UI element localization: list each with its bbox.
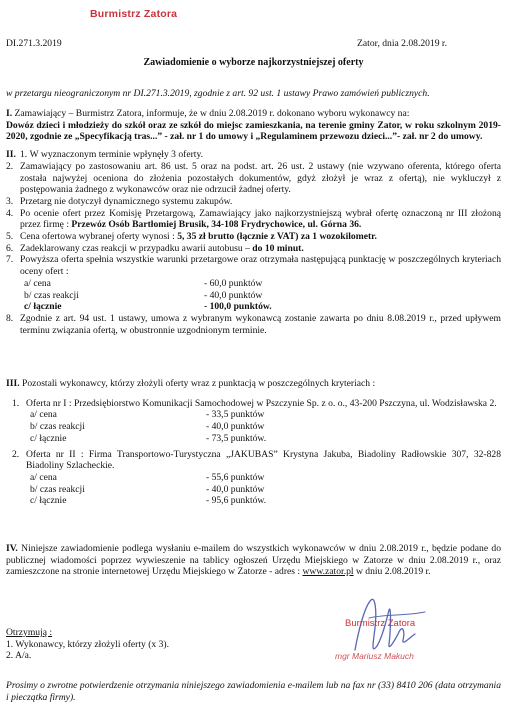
offer-details — [26, 398, 501, 445]
section-2-item — [6, 243, 501, 255]
section-1-roman: I. — [6, 108, 13, 119]
section-3 — [6, 378, 501, 507]
document-title: Zawiadomienie o wyborze najkorzystniejszej oferty — [143, 57, 364, 68]
item-text — [16, 243, 501, 255]
other-offer — [12, 449, 501, 508]
section-1-text: Zamawiający – Burmistrz Zatora, informuje, że w dniu 2.08.2019 r. dokonano wyboru wykonawcy na: — [14, 108, 410, 119]
score-row — [26, 433, 501, 445]
score-label: a/ cena — [30, 471, 57, 483]
score-label: b/ czas reakcji — [30, 483, 85, 495]
score-row — [26, 495, 501, 507]
item-number: 4. — [6, 207, 14, 219]
score-row — [24, 290, 501, 302]
score-row — [26, 421, 501, 433]
item-text: Powyższa oferta spełnia wszystkie warunki przetargowe oraz otrzymała następującą punktację w poszczególnych kryteriach oceny ofert : — [20, 254, 501, 278]
winning-scores — [6, 278, 501, 313]
score-row — [24, 301, 501, 313]
place-date: Zator, dnia 2.08.2019 r. — [357, 38, 447, 49]
reference-number: DI.271.3.2019 — [6, 38, 62, 49]
score-value: - 40,0 punktów — [204, 289, 263, 301]
section-3-roman: III. — [6, 378, 20, 389]
footer-note: Prosimy o zwrotne potwierdzenie otrzymania niniejszego zawiadomienia e-mailem lub na fax nr (33) 8410 206 (data otrzymania i pieczątka firmy). — [6, 680, 501, 703]
section-main — [6, 108, 501, 336]
offer-number: 2. — [12, 448, 20, 460]
section-2-roman: II. — [6, 149, 16, 161]
item-number: 7. — [6, 254, 14, 266]
item-number: 8. — [6, 312, 14, 324]
item-text — [16, 231, 501, 243]
signatory-name: mgr Mariusz Makuch — [335, 651, 414, 661]
score-value: - 40,0 punktów — [206, 483, 265, 495]
section-1 — [6, 108, 501, 143]
section-2-item — [6, 254, 501, 277]
reaction-intro: Zadeklarowany czas reakcji w przypadku awarii autobusu – — [20, 242, 253, 254]
website-link[interactable]: www.zator.pl — [302, 566, 354, 578]
item-text: W wyznaczonym terminie wpłynęły 3 oferty. — [29, 149, 204, 161]
score-row — [26, 472, 501, 484]
score-label: c/ łącznie — [30, 495, 67, 507]
section-2-item — [6, 161, 501, 196]
section-4-text-b: w dniu 2.08.2019 r. — [353, 566, 431, 578]
section-2-item — [6, 208, 501, 231]
offer-name: Oferta nr I : Przedsiębiorstwo Komunikacji Samochodowej w Pszczynie Sp. z o. o., 43-200 Pszczyna, ul. Wodzisławska 2. — [26, 397, 497, 409]
winning-contractor: Przewóz Osób Bartłomiej Brusik, 34-108 Frydrychowice, ul. Górna 36. — [71, 219, 362, 231]
score-row — [24, 278, 501, 290]
mayor-stamp-signature: Burmistrz Zatora — [345, 618, 416, 629]
price-intro: Cena ofertowa wybranej oferty wynosi : — [20, 231, 178, 243]
score-row — [26, 409, 501, 421]
item-text: Zamawiający po zastosowaniu art. 86 ust. 5 oraz na podst. art. 26 ust. 2 ustawy (nie wzywano oferenta, którego oferta została najwyżej oceniona do złożenia pozostałych dokumentów, gdyż złożył je wraz z ofertą), nie wykluczył z postępowania żadnego z wykonawców oraz nie odrzucił żadnej oferty. — [20, 160, 501, 196]
score-value: - 95,6 punktów. — [206, 495, 267, 507]
reaction-time: do 10 minut. — [252, 242, 304, 254]
item-number: 5. — [6, 231, 14, 243]
intro-text: w przetargu nieograniczonym nr DI.271.3.2019, zgodnie z art. 92 ust. 1 ustawy Prawo zamówień publicznych. — [6, 88, 430, 99]
section-4 — [6, 543, 501, 578]
winning-offer-intro: Po ocenie ofert przez Komisję Przetargową, Zamawiający jako najkorzystniejszą wybrał ofertę oznaczoną nr III złożoną przez firmę : — [20, 207, 501, 231]
mayor-stamp-header: Burmistrz Zatora — [90, 8, 178, 20]
section-2-item — [6, 149, 501, 161]
score-value: - 55,6 punktów — [206, 471, 265, 483]
item-text — [16, 208, 501, 231]
recipient-item: 2. A/a. — [6, 650, 32, 662]
score-label: c/ łącznie — [24, 301, 62, 313]
score-label: b/ czas reakcji — [30, 421, 85, 433]
section-2 — [6, 149, 501, 336]
section-3-text: Pozostali wykonawcy, którzy złożyli oferty wraz z punktacją w poszczególnych kryteriach : — [22, 378, 376, 389]
offer-price: 5, 35 zł brutto (łącznie z VAT) za 1 wozokilometr. — [177, 231, 377, 243]
section-4-text-a: Niniejsze zawiadomienie podlega wysłaniu e-mailem do wszystkich wykonawców w dniu 2.08.2019 r., będzie podane do publicznej wiadomości poprzez wywieszenie na tablicy ogłoszeń Urzędu Miejskiego w Zatorze w dniu 2.08.2019 r., oraz zamieszczone na stronie internetowej Urzędu Miejskiego w Zatorze - adres : — [6, 543, 502, 578]
offer-number: 1. — [12, 397, 20, 409]
item-number: 3. — [6, 195, 14, 207]
score-value: - 40,0 punktów — [206, 421, 265, 433]
recipients — [6, 627, 206, 662]
section-4-roman: IV. — [6, 543, 18, 554]
score-row — [26, 484, 501, 496]
section-2-item — [6, 231, 501, 243]
section-2-item — [6, 313, 501, 336]
recipients-heading: Otrzymują : — [6, 627, 53, 638]
section-2-item — [6, 196, 501, 208]
offer-details — [26, 449, 501, 508]
contract-subject: Dowóz dzieci i młodzieży do szkół oraz ze szkół do miejsc zamieszkania, na terenie gminy Zator, w roku szkolnym 2019-2020, zgodnie ze „Specyfikacją tras...” - zał. nr 1 do umowy i „Regulaminem przewozu dzieci...”- zał. nr 2 do umowy. — [6, 119, 501, 143]
score-label: a/ cena — [24, 277, 51, 289]
signature-block — [325, 588, 475, 668]
score-value: - 100,0 punktów. — [204, 301, 272, 313]
item-text: Przetarg nie dotyczył dynamicznego systemu zakupów. — [20, 195, 233, 207]
score-label: b/ czas reakcji — [24, 289, 79, 301]
offer-name: Oferta nr II : Firma Transportowo-Turystyczna „JAKUBAS” Krystyna Jakuba, Biadoliny Radłowskie 307, 32-828 Biadoliny Szlacheckie. — [26, 448, 501, 472]
item-number: 2. — [6, 160, 14, 172]
item-number: 1. — [20, 149, 28, 161]
item-text: Zgodnie z art. 94 ust. 1 ustawy, umowa z wybranym wykonawcą zostanie zawarta po dniu 8.08.2019 r., przed upływem terminu związania ofertą, w obustronnie uzgodnionym terminie. — [20, 312, 501, 336]
score-value: - 33,5 punktów — [206, 409, 265, 421]
score-label: a/ cena — [30, 409, 57, 421]
recipient-item: 1. Wykonawcy, którzy złożyli oferty (x 3). — [6, 638, 169, 650]
score-label: c/ łącznie — [30, 432, 67, 444]
score-value: - 73,5 punktów. — [206, 432, 267, 444]
other-offer — [12, 398, 501, 445]
score-value: - 60,0 punktów — [204, 277, 263, 289]
item-number: 6. — [6, 242, 14, 254]
